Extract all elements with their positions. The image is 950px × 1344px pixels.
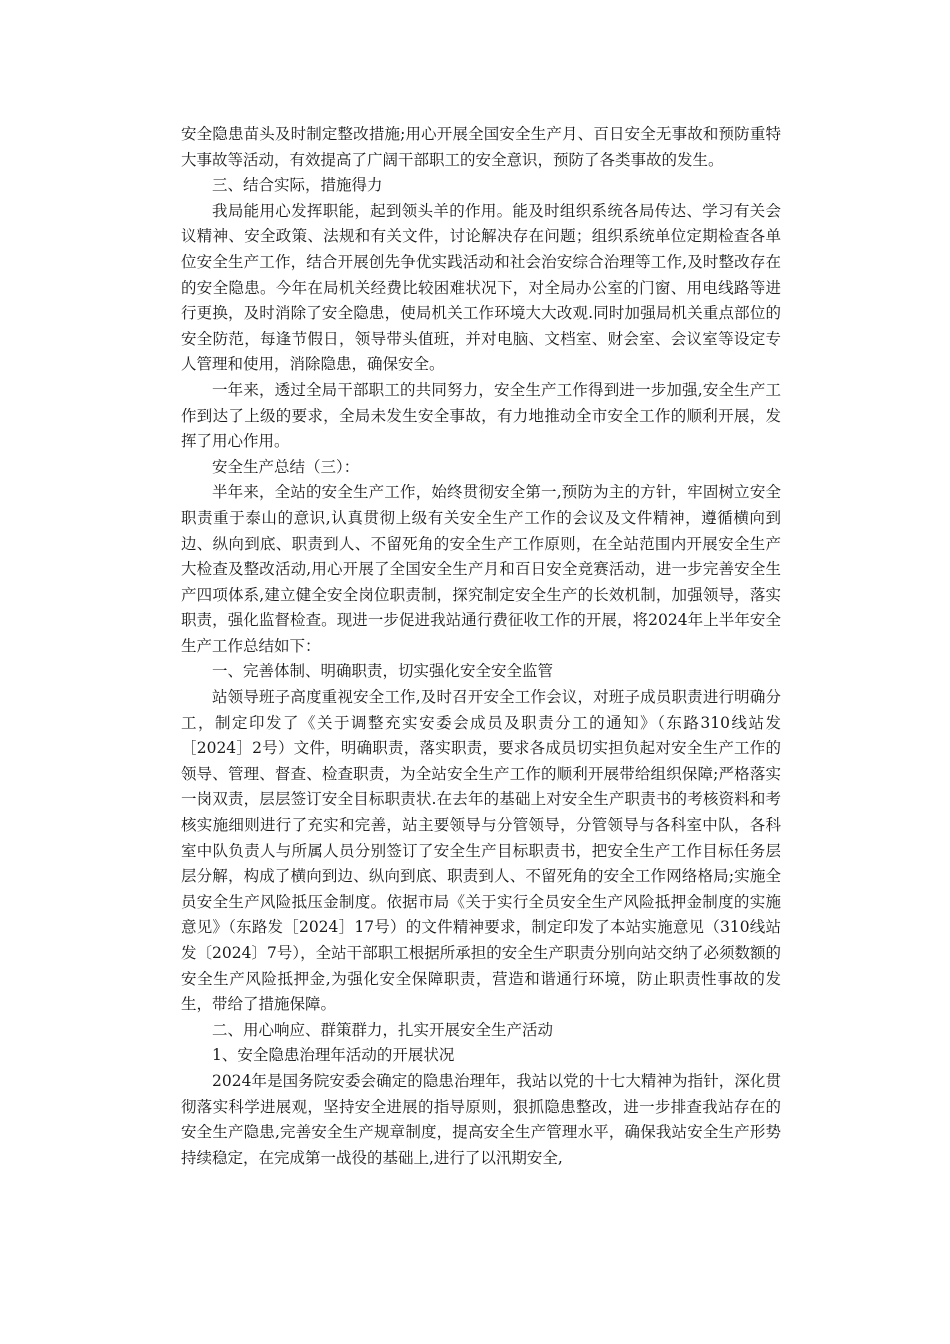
document-body bbox=[181, 122, 781, 1171]
section-title: 安全生产总结（三）： bbox=[212, 457, 360, 476]
paragraph: 半年来，全站的安全生产工作，始终贯彻安全第一,预防为主的方针，牢固树立安全职责重于泰山的意识,认真贯彻上级有关安全生产工作的会议及文件精神，遵循横向到边、纵向到底、职责到人、不留死角的安全生产工作原则，在全站范围内开展安全生产大检查及整改活动,用心开展了全国安全生产月和百日安全竞赛活动，进一步完善安全生产四项体系,建立健全安全岗位职责制，探究制定安全生产的长效机制，加强领导，落实职责，强化监督检查。现进一步促进我站通行费征收工作的开展，将2024年上半年安全生产工作总结如下： bbox=[181, 483, 781, 655]
subsection-heading: 1、安全隐患治理年活动的开展状况 bbox=[212, 1046, 455, 1065]
section-heading: 二、用心响应、群策群力，扎实开展安全生产活动 bbox=[212, 1020, 554, 1039]
section-heading: 一、完善体制、明确职责，切实强化安全安全监管 bbox=[212, 662, 554, 681]
paragraph: 我局能用心发挥职能，起到领头羊的作用。能及时组织系统各局传达、学习有关会议精神、安全政策、法规和有关文件，讨论解决存在问题；组织系统单位定期检查各单位安全生产工作，结合开展创先争优实践活动和社会治安综合治理等工作,及时整改存在的安全隐患。今年在局机关经费比较困难状况下，对全局办公室的门窗、用电线路等进行更换，及时消除了安全隐患，使局机关工作环境大大改观.同时加强局机关重点部位的安全防范，每逢节假日，领导带头值班，并对电脑、文档室、财会室、会议室等设定专人管理和使用，消除隐患，确保安全。 bbox=[181, 201, 781, 374]
paragraph: 一年来，透过全局干部职工的共同努力，安全生产工作得到进一步加强,安全生产工作到达了上级的要求，全局未发生安全事故，有力地推动全市安全工作的顺利开展，发挥了用心作用。 bbox=[181, 380, 781, 451]
paragraph: 站领导班子高度重视安全工作,及时召开安全工作会议，对班子成员职责进行明确分工，制定印发了《关于调整充实安委会成员及职责分工的通知》（东路310线站发［2024］2号）文件，明确职责，落实职责，要求各成员切实担负起对安全生产工作的领导、管理、督查、检查职责，为全站安全生产工作的顺利开展带给组织保障;严格落实一岗双责，层层签订安全目标职责状.在去年的基础上对安全生产职责书的考核资料和考核实施细则进行了充实和完善，站主要领导与分管领导，分管领导与各科室中队，各科室中队负责人与所属人员分别签订了安全生产目标职责书，把安全生产工作目标任务层层分解，构成了横向到边、纵向到底、职责到人、不留死角的安全工作网络格局;实施全员安全生产风险抵压金制度。依据市局《关于实行全员安全生产风险抵押金制度的实施意见》（东路发［2024］17号）的文件精神要求，制定印发了本站实施意见（310线站发〔2024〕7号），全站干部职工根据所承担的安全生产职责分别向站交纳了必须数额的安全生产风险抵押金,为强化安全保障职责，营造和谐通行环境，防止职责性事故的发生，带给了措施保障。 bbox=[181, 688, 781, 1014]
section-heading: 三、结合实际，措施得力 bbox=[212, 176, 383, 195]
paragraph: 2024年是国务院安委会确定的隐患治理年，我站以党的十七大精神为指针，深化贯彻落实科学进展观，坚持安全进展的指导原则，狠抓隐患整改，进一步排查我站存在的安全生产隐患,完善安全生产规章制度，提高安全生产管理水平，确保我站安全生产形势持续稳定，在完成第一战役的基础上,进行了以汛期安全, bbox=[181, 1071, 781, 1167]
paragraph: 安全隐患苗头及时制定整改措施;用心开展全国安全生产月、百日安全无事故和预防重特大事故等活动，有效提高了广阔干部职工的安全意识，预防了各类事故的发生。 bbox=[181, 125, 781, 169]
